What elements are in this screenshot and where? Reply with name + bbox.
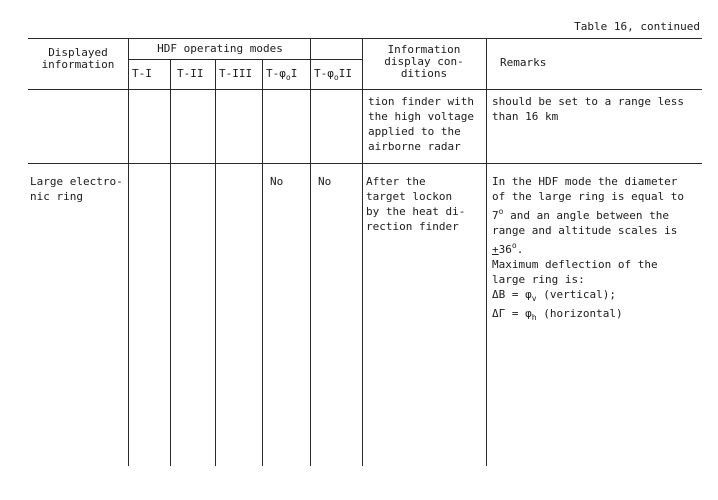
column-rule-3 — [215, 59, 216, 466]
header-mode-t1: T-I — [132, 67, 152, 80]
row1-remarks: should be set to a range less than 16 km — [492, 95, 685, 123]
equation-horizontal: $\Delta\Gamma = \varphi_h$ (horizontal) — [492, 307, 623, 322]
column-rule-5 — [310, 38, 311, 466]
table-caption: Table 16, continued — [574, 20, 700, 33]
column-rule-6 — [362, 38, 363, 466]
equation-vertical: $\Delta B = \varphi_v$ (vertical); — [492, 288, 617, 303]
column-rule-2 — [170, 59, 171, 466]
header-mode-t-phi-2: $T-\varphi_oII$ — [314, 67, 352, 82]
row2-mode-t-phi-2-value: No — [318, 175, 332, 188]
row2-mode-t-phi-1-value: No — [270, 175, 284, 188]
row1-conditions: tion finder with the high voltage applied to the airborne radar — [368, 95, 474, 153]
header-mode-t3: T-III — [219, 67, 253, 80]
column-rule-4 — [262, 59, 263, 466]
header-mode-t-phi-1: $T-\varphi_oI$ — [266, 67, 298, 82]
column-rule-7 — [486, 38, 487, 466]
modes-header-divider — [128, 59, 362, 60]
header-displayed-information: Displayed information — [41, 46, 115, 71]
header-mode-t2: T-II — [177, 67, 204, 80]
header-display-conditions: Information display con- ditions — [384, 43, 464, 80]
header-hdf-operating-modes: HDF operating modes — [157, 42, 283, 55]
row2-conditions: After the target lockon by the heat di- rection finder — [366, 175, 466, 233]
row2-information: Large electro- nic ring — [30, 175, 123, 203]
row2-remarks: In the HDF mode the diameter of the large ring is equal to 7$^o$ and an angle between the range and altitude scales is $+36^o$. Maximum deflection of the large ring is: $\Delta B = \varphi_v$ (vertical); $\Delta\Gamma = \varphi_h$ (horizontal) — [492, 175, 685, 322]
column-rule-1 — [128, 38, 129, 466]
header-remarks: Remarks — [500, 56, 547, 69]
